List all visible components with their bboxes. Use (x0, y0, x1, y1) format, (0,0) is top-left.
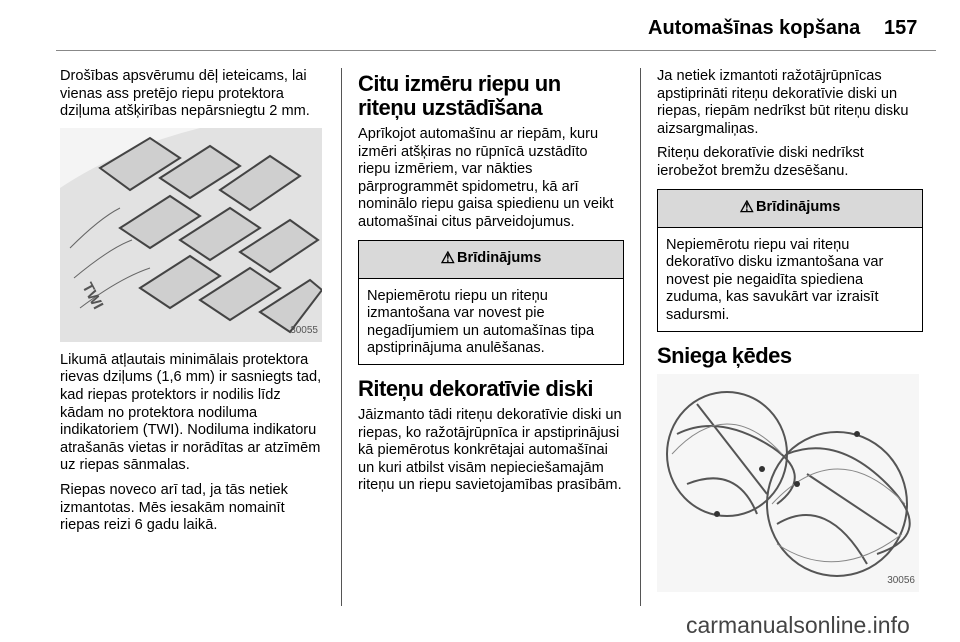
page-number: 157 (884, 17, 918, 39)
warning-triangle-icon: ⚠ (440, 250, 455, 268)
warning-text: Nepiemērotu riepu vai riteņu dekoratīvo disku izmantošana var novest pie negaidīta spiediena zuduma, kas savukārt var izraisīt sadursmi. (666, 236, 884, 323)
warning-header (359, 241, 623, 279)
warning-header (658, 190, 922, 228)
header-divider (56, 50, 936, 51)
watermark-text: carmanualsonline.info (686, 612, 910, 638)
column-middle (358, 68, 624, 502)
snow-chains-figure (657, 374, 919, 592)
section-heading: Citu izmēru riepu un riteņu uzstādīšana (358, 71, 561, 120)
brake-cooling-paragraph: Riteņu dekoratīvie diski nedrīkst ierobežot bremžu dzesēšanu. (657, 145, 864, 179)
section-heading: Riteņu dekoratīvie diski (358, 375, 593, 401)
wheel-covers-paragraph: Jāizmanto tādi riteņu dekoratīvie diski un riepas, ko ražotājrūpnīca ir apstiprinājusi kā piemērotus konkrētajai automašīnai un kuri atbilst visām nepieciešamajām riteņu un riepu savietojamības prasībām. (358, 406, 622, 494)
warning-triangle-icon: ⚠ (739, 199, 754, 217)
figure-number: 30055 (290, 325, 318, 337)
column-divider (341, 68, 342, 606)
column-left (60, 68, 326, 542)
column-right (657, 68, 923, 602)
warning-title: Brīdinājums (756, 199, 841, 216)
tire-aging-paragraph: Riepas noveco arī tad, ja tās netiek izmantotas. Mēs iesakām nomainīt riepas reizi 6 gadu laikā. (60, 481, 288, 534)
min-tread-paragraph: Likumā atļautais minimālais protektora rievas dziļums (1,6 mm) ir sasniegts tad, kad riepas protektors ir nodilis līdz kādam no protektora nodiluma indikatoriem (TWI). Nodiluma indikatoru atrašanās vietas ir norādītas ar atzīmēm uz riepas sānmalas. (60, 351, 322, 474)
warning-text: Nepiemērotu riepu un riteņu izmantošana var novest pie negadījumiem un automašīnas tipa apstiprinājuma anulēšanas. (367, 287, 595, 357)
page-header (0, 0, 960, 56)
warning-box (358, 240, 624, 365)
figure-number: 30056 (887, 574, 915, 586)
tread-depth-paragraph: Drošības apsvērumu dēļ ieteicams, lai vienas ass pretējo riepu protektora dziļuma atšķirības nepārsniegtu 2 mm. (60, 68, 310, 120)
page-section-title: Automašīnas kopšana (648, 17, 861, 39)
warning-title: Brīdinājums (457, 250, 542, 267)
tire-tread-figure (60, 128, 322, 342)
tire-tread-illustration (60, 128, 322, 342)
twi-label: TWI (78, 279, 107, 312)
column-divider (640, 68, 641, 606)
section-heading: Sniega ķēdes (657, 342, 792, 368)
snow-chains-illustration (657, 374, 919, 592)
wheel-covers-rim-paragraph: Ja netiek izmantoti ražotājrūpnīcas apstiprināti riteņu dekoratīvie diski un riepas, riepām nedrīkst būt riteņu disku aizsargmaliņas. (657, 68, 909, 137)
tire-size-paragraph: Aprīkojot automašīnu ar riepām, kuru izmēri atšķiras no rūpnīcā uzstādīto riepu izmēriem, var nākties pārprogrammēt spidometru, kā arī nominālo riepu gaisa spiedienu un veikt automašīnai citus pārveidojumus. (358, 126, 614, 230)
warning-box (657, 189, 923, 332)
